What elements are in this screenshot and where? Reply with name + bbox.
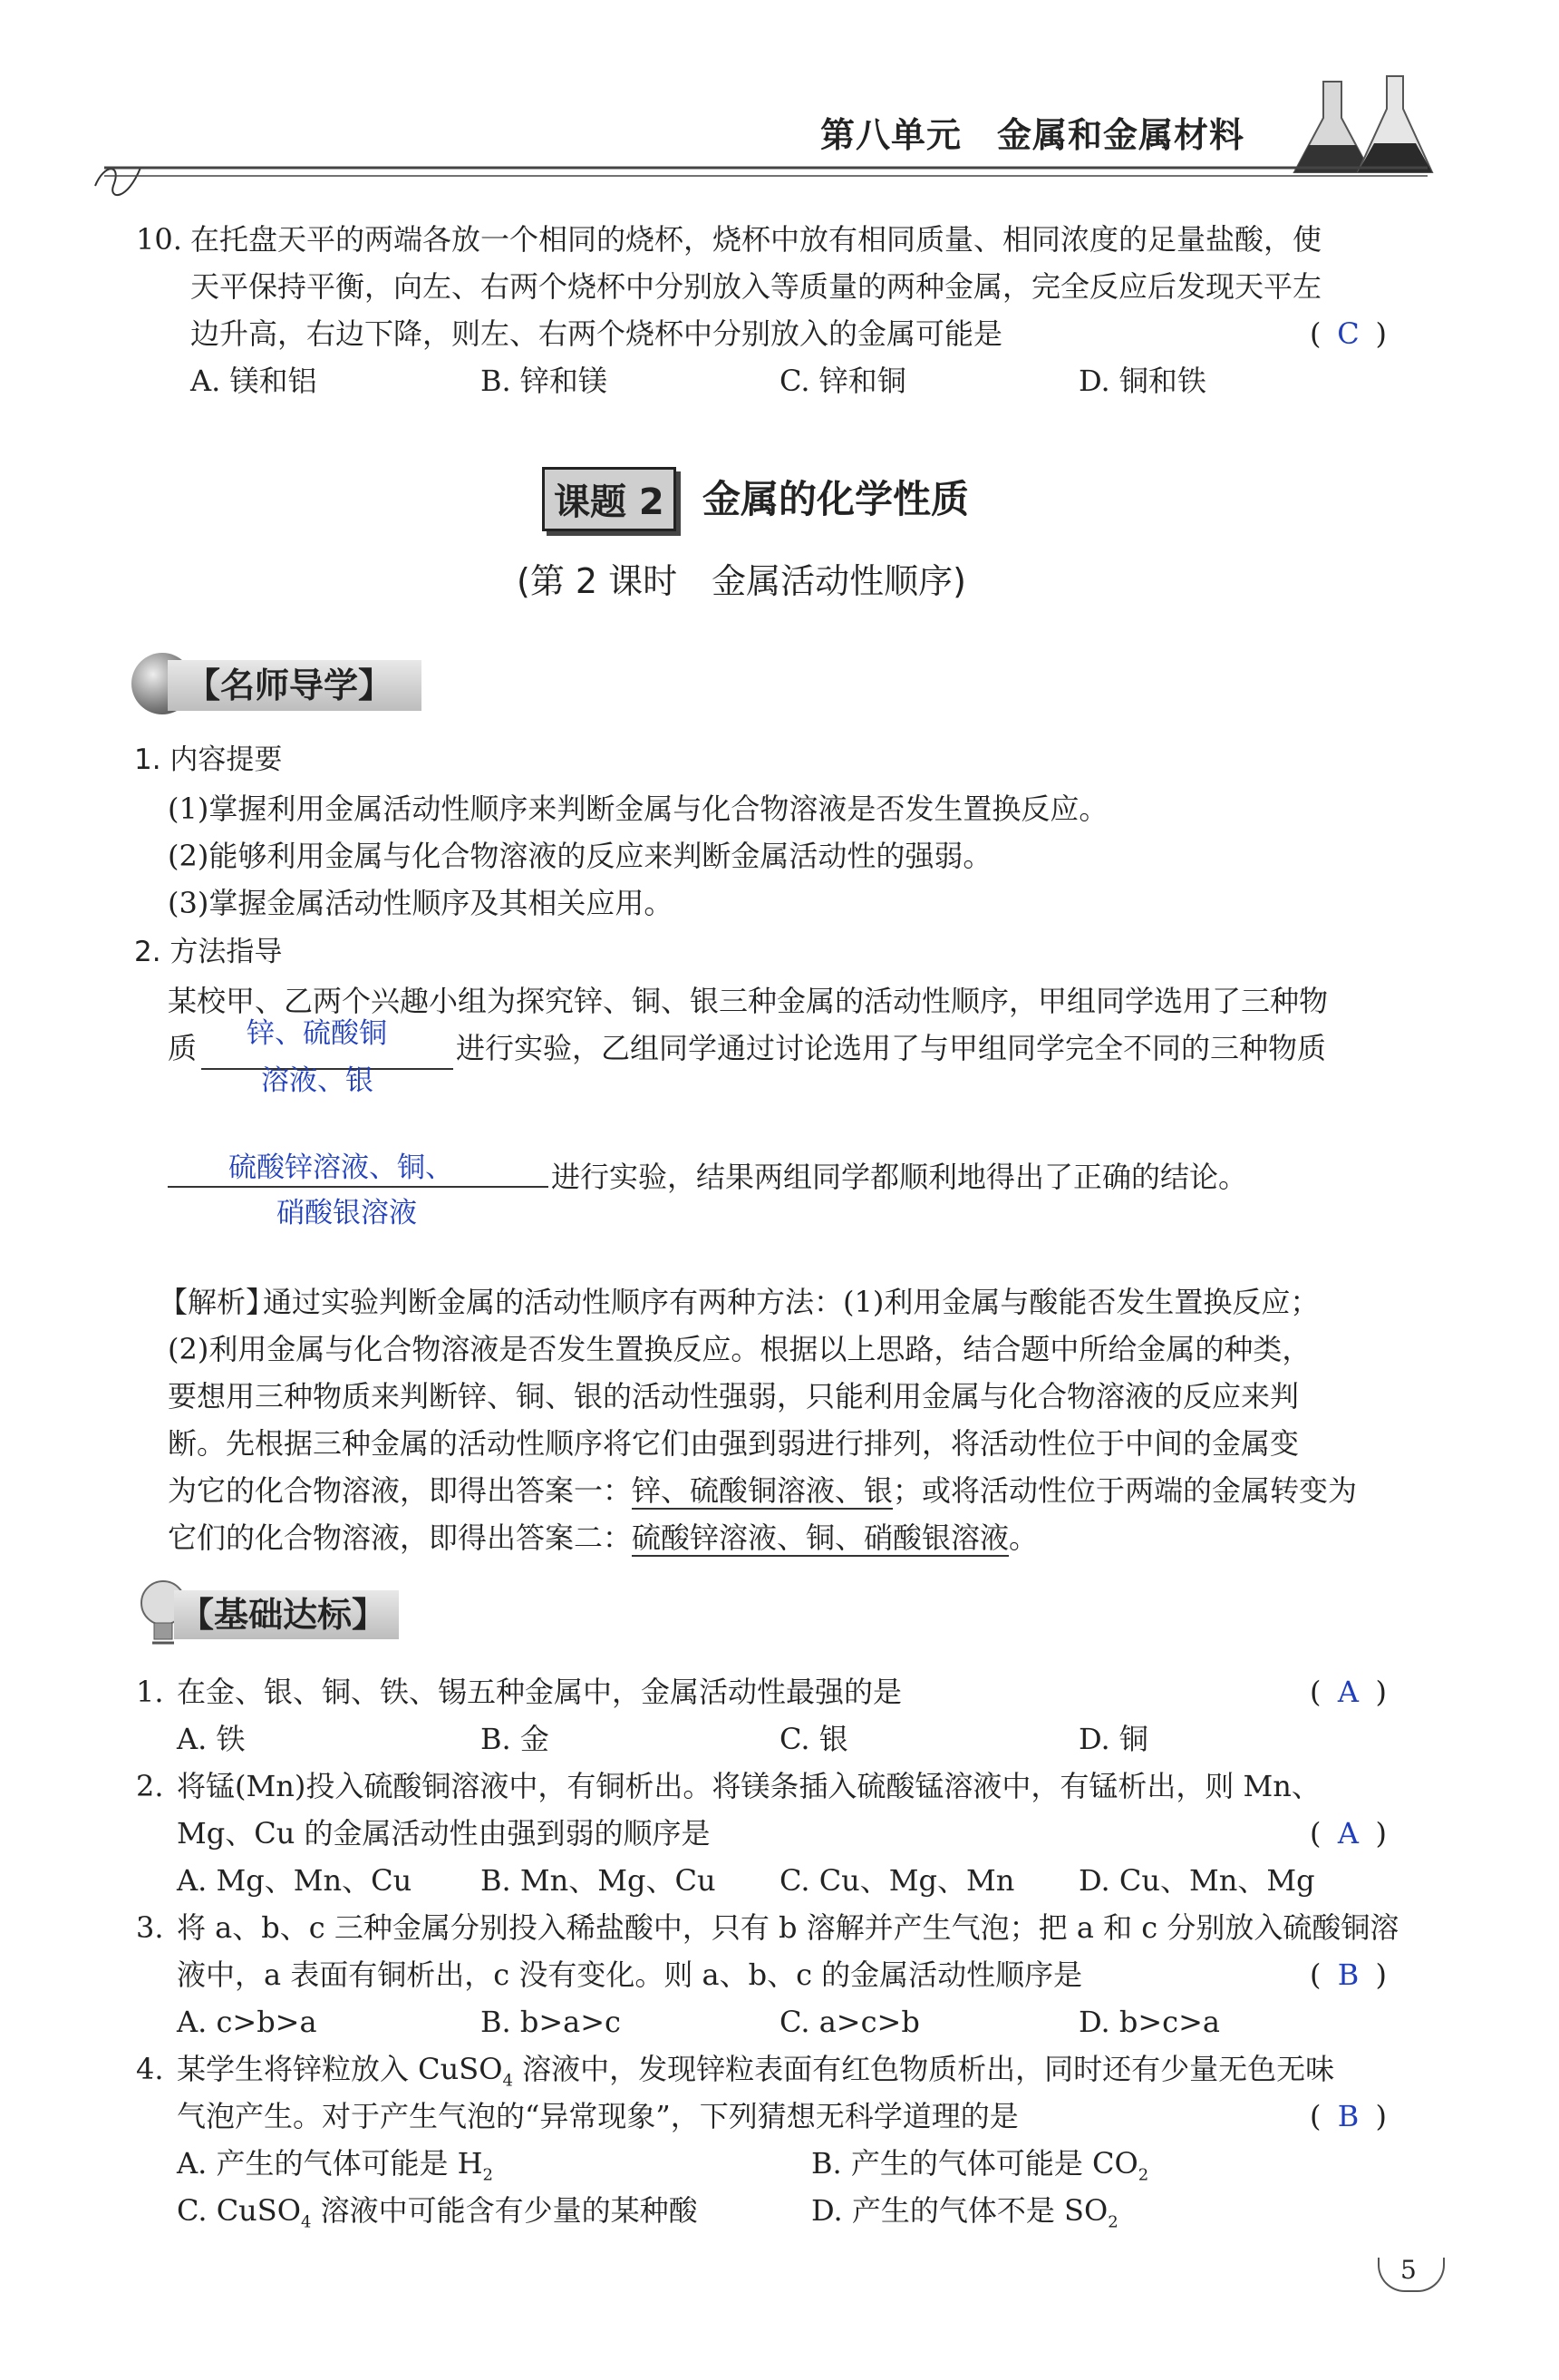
b-q4-option-c <box>177 2187 698 2246</box>
b-q2-line2: Mg、Cu 的金属活动性由强到弱的顺序是 <box>177 1816 711 1851</box>
b-q1-num: 1. <box>136 1675 164 1709</box>
b-q3-option-a: A. c>b>a <box>177 2005 317 2039</box>
b-q2-num: 2. <box>136 1769 164 1803</box>
q10-line1: 在托盘天平的两端各放一个相同的烧杯，烧杯中放有相同质量、相同浓度的足量盐酸，使 <box>190 222 1322 257</box>
analysis-line5-pre: 为它的化合物溶液，即得出答案一： <box>168 1473 633 1508</box>
b-q4-line1-post: 溶液中，发现锌粒表面有红色物质析出，同时还有少量无色无味 <box>512 2052 1335 2086</box>
b-q4-answer-box: ( B ) <box>1310 2093 1387 2140</box>
guide-banner-text: 【名师导学】 <box>186 665 393 705</box>
b-q1-option-c: C. 银 <box>780 1722 848 1756</box>
analysis-line4: 断。先根据三种金属的活动性顺序将它们由强到弱进行排列，将活动性位于中间的金属变 <box>168 1426 1300 1461</box>
b-q3-line2: 液中，a 表面有铜析出，c 没有变化。则 a、b、c 的金属活动性顺序是 <box>177 1957 1083 1992</box>
b-q4-line2: 气泡产生。对于产生气泡的“异常现象”，下列猜想无科学道理的是 <box>177 2099 1019 2133</box>
lesson-badge: 课题 2 <box>542 467 676 531</box>
q10-option-c: C. 锌和铜 <box>780 364 906 398</box>
b-q4-option-c-pre: C. CuSO <box>177 2193 301 2228</box>
b-q2-option-a: A. Mg、Mn、Cu <box>177 1863 412 1898</box>
b-q4-option-d <box>811 2187 1118 2246</box>
b-q1-option-b: B. 金 <box>480 1722 549 1756</box>
b-q2-line1: 将锰(Mn)投入硫酸铜溶液中，有铜析出。将镁条插入硫酸锰溶液中，有锰析出，则 Mn、 <box>177 1769 1321 1803</box>
b-q4-option-d-text: D. 产生的气体不是 SO <box>811 2193 1109 2228</box>
b-q4-answer: B <box>1337 2099 1360 2133</box>
b-q3-option-b: B. b>a>c <box>480 2005 621 2039</box>
b-q3-answer: B <box>1337 1957 1360 1992</box>
s1-item-1: (1)掌握利用金属活动性顺序来判断金属与化合物溶液是否发生置换反应。 <box>168 792 1109 826</box>
b-q3-num: 3. <box>136 1910 164 1945</box>
sub-4: 4 <box>300 2212 312 2232</box>
q10-option-a: A. 镁和铝 <box>190 364 317 398</box>
header <box>0 0 1559 218</box>
sub-2: 2 <box>482 2165 493 2185</box>
analysis-line2: (2)利用金属与化合物溶液是否发生置换反应。根据以上思路，结合题中所给金属的种类， <box>168 1332 1312 1366</box>
analysis-line6-pre: 它们的化合物溶液，即得出答案二： <box>168 1520 633 1555</box>
b-q4-option-b-text: B. 产生的气体可能是 CO <box>811 2146 1138 2181</box>
s2-heading: 2. 方法指导 <box>134 936 283 968</box>
s2-blank-1-answer-b: 溶液、银 <box>261 1064 373 1097</box>
analysis-line6 <box>168 1514 1038 1561</box>
q10-line2: 天平保持平衡，向左、右两个烧杯中分别放入等质量的两种金属，完全反应后发现天平左 <box>190 269 1322 304</box>
unit-title: 第八单元 金属和金属材料 <box>820 114 1245 155</box>
analysis-line1: 通过实验判断金属的活动性顺序有两种方法：(1)利用金属与酸能否发生置换反应； <box>263 1285 1320 1319</box>
s1-item-2: (2)能够利用金属与化合物溶液的反应来判断金属活动性的强弱。 <box>168 839 993 873</box>
q10-answer-box: ( C ) <box>1310 310 1387 357</box>
page-number: 5 <box>1400 2255 1417 2285</box>
q10-answer: C <box>1337 316 1360 351</box>
b-q1-option-a: A. 铁 <box>177 1722 246 1756</box>
b-q3-answer-box: ( B ) <box>1310 1951 1387 1998</box>
analysis-line3: 要想用三种物质来判断锌、铜、银的活动性强弱，只能利用金属与化合物溶液的反应来判 <box>168 1379 1300 1413</box>
s2-blank-2-answer-a: 硫酸锌溶液、铜、 <box>228 1151 453 1184</box>
b-q2-option-c: C. Cu、Mg、Mn <box>780 1863 1015 1898</box>
lesson-title: 金属的化学性质 <box>702 477 970 521</box>
answer-one: 锌、硫酸铜溶液、银 <box>632 1473 894 1508</box>
s2-line2-post: 进行实验，乙组同学通过讨论选用了与甲组同学完全不同的三种物质 <box>456 1031 1327 1065</box>
analysis-line6-post: 。 <box>1009 1520 1039 1555</box>
q10-option-b: B. 锌和镁 <box>480 364 607 398</box>
s2-line1: 某校甲、乙两个兴趣小组为探究锌、铜、银三种金属的活动性顺序，甲组同学选用了三种物 <box>168 984 1329 1018</box>
b-q2-answer: A <box>1337 1816 1360 1851</box>
sub-2: 2 <box>1138 2165 1149 2185</box>
b-q1-answer: A <box>1337 1675 1360 1709</box>
b-q4-line1-pre: 某学生将锌粒放入 CuSO <box>177 2052 503 2086</box>
analysis-line5 <box>168 1467 1357 1514</box>
s2-line2-pre: 质 <box>168 1031 198 1065</box>
header-rule <box>86 145 1455 209</box>
b-q2-option-b: B. Mn、Mg、Cu <box>480 1863 716 1898</box>
basics-banner <box>136 1578 399 1650</box>
b-q2-answer-box: ( A ) <box>1310 1810 1387 1857</box>
guide-banner <box>131 653 421 716</box>
b-q4-option-a-text: A. 产生的气体可能是 H <box>177 2146 483 2181</box>
s1-heading: 1. 内容提要 <box>134 743 283 776</box>
b-q1-answer-box: ( A ) <box>1310 1668 1387 1715</box>
analysis-line5-post: ；或将活动性位于两端的金属转变为 <box>893 1473 1358 1508</box>
sub-2: 2 <box>1108 2212 1118 2232</box>
b-q3-option-c: C. a>c>b <box>780 2005 920 2039</box>
answer-two: 硫酸锌溶液、铜、硝酸银溶液 <box>632 1520 1010 1555</box>
b-q3-option-d: D. b>c>a <box>1079 2005 1220 2039</box>
s2-blank-1-answer-a: 锌、硫酸铜 <box>247 1017 387 1050</box>
sub-4: 4 <box>502 2071 513 2091</box>
q10-num: 10. <box>136 222 182 257</box>
s1-item-3: (3)掌握金属活动性顺序及其相关应用。 <box>168 886 673 920</box>
b-q2-option-d: D. Cu、Mn、Mg <box>1079 1863 1315 1898</box>
q10-option-d: D. 铜和铁 <box>1079 364 1206 398</box>
q10-line3: 边升高，右边下降，则左、右两个烧杯中分别放入的金属可能是 <box>190 316 1003 351</box>
b-q4-num: 4. <box>136 2052 164 2086</box>
analysis-label: 【解析】 <box>159 1285 276 1319</box>
s2-blank-2-answer-b: 硝酸银溶液 <box>276 1197 417 1229</box>
lesson-subtitle: (第 2 课时 金属活动性顺序) <box>517 561 966 601</box>
b-q1-text: 在金、银、铜、铁、锡五种金属中，金属活动性最强的是 <box>177 1675 903 1709</box>
b-q3-line1: 将 a、b、c 三种金属分别投入稀盐酸中，只有 b 溶解并产生气泡；把 a 和 c 分别放入硫酸铜溶 <box>177 1910 1399 1945</box>
b-q1-option-d: D. 铜 <box>1079 1722 1148 1756</box>
b-q4-option-c-post: 溶液中可能含有少量的某种酸 <box>311 2193 698 2228</box>
basics-banner-text: 【基础达标】 <box>179 1594 387 1635</box>
s2-line3-post: 进行实验，结果两组同学都顺利地得出了正确的结论。 <box>551 1160 1248 1194</box>
